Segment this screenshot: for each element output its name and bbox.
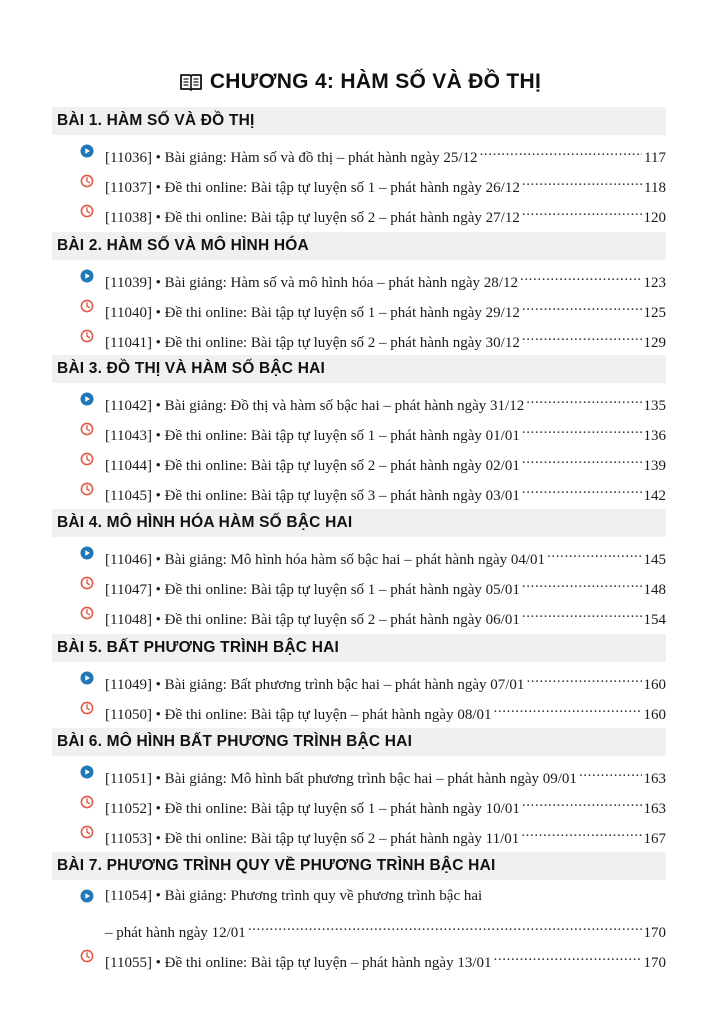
entry-line: [105, 602, 666, 628]
entry-line: [105, 697, 666, 723]
entry-line: [105, 761, 666, 787]
play-circle-icon: [80, 144, 94, 158]
toc-entry-exam[interactable]: [80, 572, 666, 598]
book-icon: [180, 73, 202, 91]
dot-leader: [579, 761, 642, 783]
clock-icon: [80, 825, 94, 839]
section-header: BÀI 7. PHƯƠNG TRÌNH QUY VỀ PHƯƠNG TRÌNH BẬC HAI: [52, 852, 666, 880]
play-circle-icon: [80, 546, 94, 560]
toc-entry-lecture[interactable]: [80, 667, 666, 693]
page-number: 163: [643, 771, 666, 787]
entry-title-continued: – phát hành ngày 12/01: [105, 925, 246, 941]
entry-title: [11053] • Đề thi online: Bài tập tự luyện số 2 – phát hành ngày 11/01: [105, 831, 520, 847]
toc-entry-lecture[interactable]: [80, 542, 666, 568]
entry-title: [11054] • Bài giảng: Phương trình quy về phương trình bậc hai: [105, 888, 483, 904]
chapter-title: CHƯƠNG 4: HÀM SỐ VÀ ĐỒ THỊ: [209, 70, 542, 93]
section-header: BÀI 2. HÀM SỐ VÀ MÔ HÌNH HÓA: [52, 232, 666, 260]
page-number: 135: [643, 398, 666, 414]
dot-leader: [521, 821, 641, 843]
entry-title: [11051] • Bài giảng: Mô hình bất phương trình bậc hai – phát hành ngày 09/01: [105, 771, 577, 787]
toc-entry-exam[interactable]: [80, 170, 666, 196]
dot-leader: [522, 602, 642, 624]
toc-entry-exam[interactable]: [80, 945, 666, 971]
section-header: BÀI 4. MÔ HÌNH HÓA HÀM SỐ BẬC HAI: [52, 509, 666, 537]
entry-title: [11040] • Đề thi online: Bài tập tự luyện số 1 – phát hành ngày 29/12: [105, 305, 520, 321]
toc-entry-exam[interactable]: [80, 697, 666, 723]
dot-leader: [522, 295, 642, 317]
play-circle-icon: [80, 392, 94, 406]
page-number: 120: [643, 210, 666, 226]
entry-line: [105, 325, 666, 351]
entry-line-1: [105, 885, 666, 907]
entry-title: [11041] • Đề thi online: Bài tập tự luyện số 2 – phát hành ngày 30/12: [105, 335, 520, 351]
toc-entry-exam[interactable]: [80, 295, 666, 321]
page-number: 163: [643, 801, 666, 817]
entry-title: [11039] • Bài giảng: Hàm số và mô hình hóa – phát hành ngày 28/12: [105, 275, 518, 291]
entry-line: [105, 418, 666, 444]
clock-icon: [80, 422, 94, 436]
page-number: 139: [643, 458, 666, 474]
clock-icon: [80, 329, 94, 343]
clock-icon: [80, 949, 94, 963]
entry-title: [11050] • Đề thi online: Bài tập tự luyện – phát hành ngày 08/01: [105, 707, 492, 723]
toc-entry-exam[interactable]: [80, 325, 666, 351]
section-header: BÀI 3. ĐỒ THỊ VÀ HÀM SỐ BẬC HAI: [52, 355, 666, 383]
toc-entry-lecture[interactable]: [80, 140, 666, 166]
page-number: 167: [643, 831, 666, 847]
page-number: 148: [643, 582, 666, 598]
toc-entry-exam[interactable]: [80, 448, 666, 474]
entry-line: [105, 791, 666, 817]
entry-title: [11046] • Bài giảng: Mô hình hóa hàm số bậc hai – phát hành ngày 04/01: [105, 552, 546, 568]
section-header: BÀI 1. HÀM SỐ VÀ ĐỒ THỊ: [52, 107, 666, 135]
dot-leader: [522, 325, 642, 347]
section-header: BÀI 5. BẤT PHƯƠNG TRÌNH BẬC HAI: [52, 634, 666, 662]
clock-icon: [80, 204, 94, 218]
page-number: 117: [644, 150, 666, 166]
toc-entry-lecture[interactable]: [80, 761, 666, 787]
entry-title: [11042] • Bài giảng: Đồ thị và hàm số bậc hai – phát hành ngày 31/12: [105, 398, 525, 414]
entry-line: [105, 821, 666, 847]
entry-title: [11043] • Đề thi online: Bài tập tự luyện số 1 – phát hành ngày 01/01: [105, 428, 520, 444]
page-number: 123: [643, 275, 666, 291]
toc-entry-lecture[interactable]: [80, 265, 666, 291]
clock-icon: [80, 576, 94, 590]
clock-icon: [80, 795, 94, 809]
entry-line: [105, 478, 666, 504]
chapter-heading: [0, 70, 721, 94]
page-number: 145: [643, 552, 666, 568]
toc-entry-exam[interactable]: [80, 602, 666, 628]
entry-title: [11055] • Đề thi online: Bài tập tự luyện – phát hành ngày 13/01: [105, 955, 492, 971]
page-number: 160: [643, 707, 666, 723]
entry-title: [11037] • Đề thi online: Bài tập tự luyện số 1 – phát hành ngày 26/12: [105, 180, 520, 196]
play-circle-icon: [80, 269, 94, 283]
dot-leader: [522, 791, 642, 813]
dot-leader: [526, 667, 641, 689]
dot-leader: [494, 945, 642, 967]
section-header: BÀI 6. MÔ HÌNH BẤT PHƯƠNG TRÌNH BẬC HAI: [52, 728, 666, 756]
dot-leader: [522, 200, 642, 222]
entry-title: [11038] • Đề thi online: Bài tập tự luyện số 2 – phát hành ngày 27/12: [105, 210, 520, 226]
page-number: 142: [643, 488, 666, 504]
entry-line: [105, 140, 666, 166]
page-number: 154: [643, 612, 666, 628]
toc-entry-lecture[interactable]: [80, 885, 666, 941]
entry-title: [11048] • Đề thi online: Bài tập tự luyện số 2 – phát hành ngày 06/01: [105, 612, 520, 628]
play-circle-icon: [80, 765, 94, 779]
clock-icon: [80, 299, 94, 313]
page-number: 118: [644, 180, 666, 196]
entry-title: [11052] • Đề thi online: Bài tập tự luyện số 1 – phát hành ngày 10/01: [105, 801, 520, 817]
dot-leader: [522, 478, 642, 500]
clock-icon: [80, 174, 94, 188]
page-number: 170: [643, 925, 666, 941]
entry-line: [105, 667, 666, 693]
dot-leader: [522, 572, 642, 594]
page-number: 170: [643, 955, 666, 971]
entry-line: [105, 265, 666, 291]
toc-entry-exam[interactable]: [80, 821, 666, 847]
entry-line: [105, 200, 666, 226]
toc-entry-exam[interactable]: [80, 791, 666, 817]
dot-leader: [494, 697, 642, 719]
page-number: 125: [643, 305, 666, 321]
entry-title: [11045] • Đề thi online: Bài tập tự luyện số 3 – phát hành ngày 03/01: [105, 488, 520, 504]
toc-entry-exam[interactable]: [80, 478, 666, 504]
play-circle-icon: [80, 889, 94, 903]
entry-line: [105, 572, 666, 598]
entry-line: [105, 448, 666, 474]
entry-line: [105, 295, 666, 321]
entry-title: [11049] • Bài giảng: Bất phương trình bậc hai – phát hành ngày 07/01: [105, 677, 525, 693]
clock-icon: [80, 482, 94, 496]
clock-icon: [80, 701, 94, 715]
dot-leader: [522, 170, 642, 192]
toc-entry-lecture[interactable]: [80, 388, 666, 414]
dot-leader: [248, 915, 642, 937]
entry-line: [105, 170, 666, 196]
entry-title: [11044] • Đề thi online: Bài tập tự luyện số 2 – phát hành ngày 02/01: [105, 458, 520, 474]
page-number: 160: [643, 677, 666, 693]
clock-icon: [80, 452, 94, 466]
entry-title: [11036] • Bài giảng: Hàm số và đồ thị – phát hành ngày 25/12: [105, 150, 478, 166]
entry-line: [105, 945, 666, 971]
dot-leader: [522, 418, 642, 440]
toc-entry-exam[interactable]: [80, 418, 666, 444]
entry-line: [105, 542, 666, 568]
dot-leader: [526, 388, 641, 410]
dot-leader: [547, 542, 641, 564]
page-number: 129: [643, 335, 666, 351]
dot-leader: [520, 265, 642, 287]
entry-line: [105, 388, 666, 414]
entry-title: [11047] • Đề thi online: Bài tập tự luyện số 1 – phát hành ngày 05/01: [105, 582, 520, 598]
clock-icon: [80, 606, 94, 620]
toc-entry-exam[interactable]: [80, 200, 666, 226]
dot-leader: [480, 140, 642, 162]
entry-line-2: [105, 915, 666, 941]
play-circle-icon: [80, 671, 94, 685]
page-number: 136: [643, 428, 666, 444]
dot-leader: [522, 448, 642, 470]
